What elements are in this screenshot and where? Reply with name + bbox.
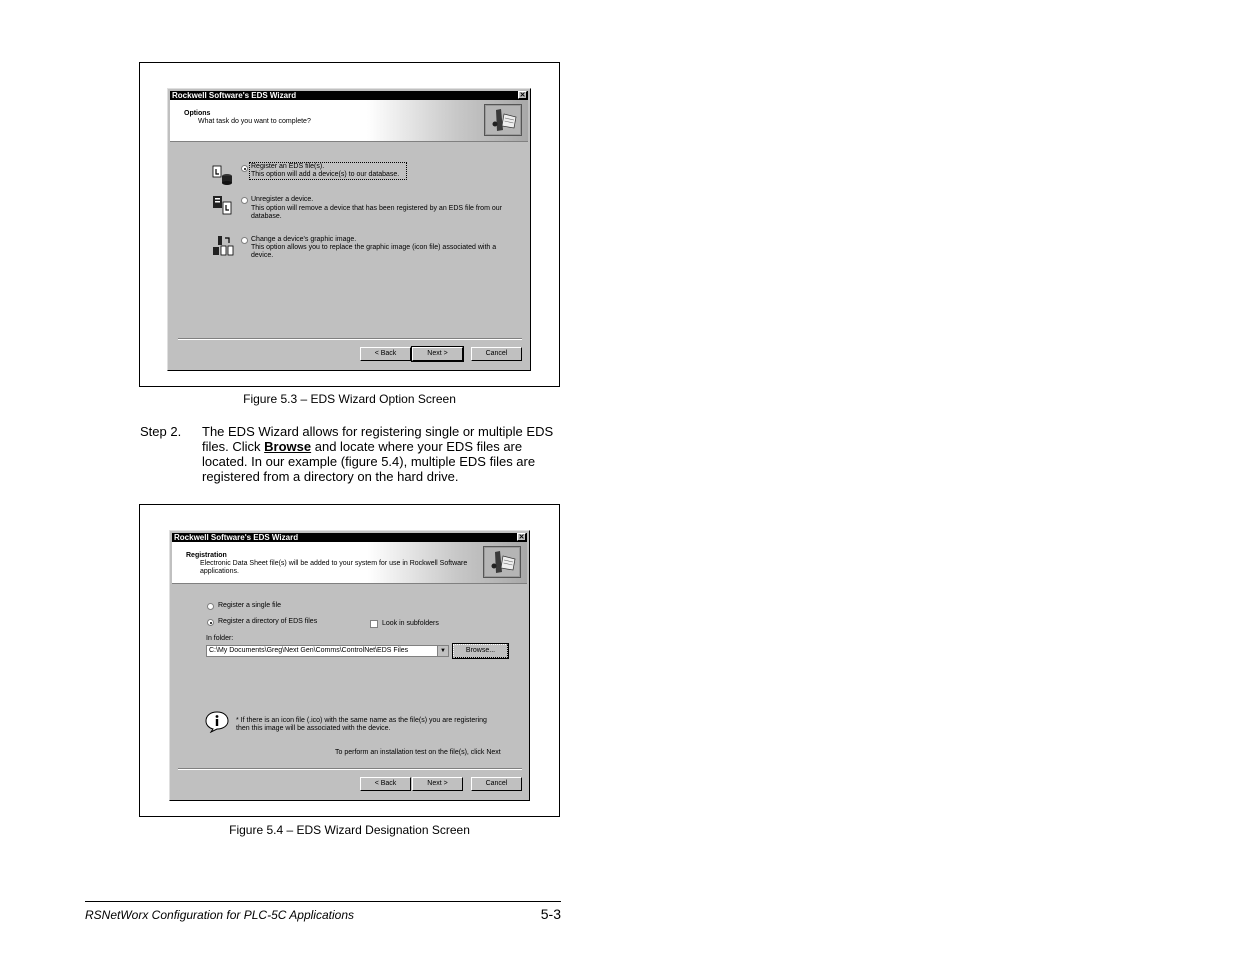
change-graphic-label[interactable]: Change a device's graphic image. [251, 236, 357, 243]
unregister-device-desc: This option will remove a device that has been registered by an EDS file from our database. [251, 205, 502, 220]
cancel-button[interactable]: Cancel [471, 347, 522, 361]
subfolders-label[interactable]: Look in subfolders [382, 620, 439, 627]
header-title: Registration [186, 552, 227, 559]
footer-title: RSNetWorx Configuration for PLC-5C Applications [85, 908, 354, 922]
subfolders-checkbox[interactable] [370, 620, 378, 628]
figure-5-3-caption: Figure 5.3 – EDS Wizard Option Screen [243, 392, 456, 406]
eds-wizard-options-dialog [167, 88, 531, 371]
unregister-device-icon [212, 195, 234, 217]
folder-combobox[interactable] [206, 645, 449, 657]
header-subtitle: Electronic Data Sheet file(s) will be added to your system for use in Rockwell Software applications. [200, 560, 468, 575]
single-file-label[interactable]: Register a single file [218, 602, 282, 609]
close-icon[interactable]: ✕ [518, 534, 525, 541]
browse-button[interactable]: Browse... [453, 644, 508, 658]
change-graphic-desc: This option allows you to replace the graphic image (icon file) associated with a device. [251, 244, 497, 259]
next-button[interactable]: Next > [412, 777, 463, 791]
folder-label: In folder: [206, 635, 234, 642]
figure-5-3-frame [139, 62, 560, 387]
page-number: 5-3 [540, 906, 561, 922]
button-separator [178, 768, 522, 770]
register-eds-desc: This option will add a device(s) to our database. [251, 171, 400, 178]
footer-rule [85, 901, 561, 902]
cancel-button[interactable]: Cancel [471, 777, 522, 791]
close-icon[interactable]: ✕ [519, 92, 526, 99]
step-text-after: and locate where your EDS files are located. In our example (figure 5.4), multiple EDS files are registered from a directory on the hard drive. [202, 439, 536, 484]
change-graphic-radio[interactable] [241, 237, 248, 244]
folder-value: C:\My Documents\Greg\Next Gen\Comms\ControlNet\EDS Files [209, 647, 409, 654]
dialog-titlebar [170, 91, 528, 100]
wizard-device-icon [483, 546, 521, 578]
figure-5-4-caption: Figure 5.4 – EDS Wizard Designation Screen [229, 823, 470, 837]
register-eds-icon [212, 165, 234, 185]
register-eds-radio[interactable] [241, 165, 248, 172]
wizard-device-icon [484, 104, 522, 136]
dialog-title: Rockwell Software's EDS Wizard [174, 533, 299, 542]
register-eds-label[interactable]: Register an EDS file(s). [251, 163, 325, 170]
next-button[interactable]: Next > [412, 347, 463, 361]
header-subtitle: What task do you want to complete? [198, 118, 311, 125]
step-text-before: The EDS Wizard allows for registering single or multiple EDS files. Click [202, 424, 554, 454]
directory-radio[interactable] [207, 619, 214, 626]
step-text-bold: Browse [264, 439, 312, 454]
install-test-text: To perform an installation test on the file(s), click Next [335, 749, 501, 756]
change-graphic-icon [212, 235, 236, 257]
back-button[interactable]: < Back [360, 347, 411, 361]
step-number: Step 2. [140, 424, 182, 439]
single-file-radio[interactable] [207, 603, 214, 610]
eds-wizard-registration-dialog [169, 530, 530, 801]
chevron-down-icon[interactable]: ▼ [437, 646, 448, 656]
info-icon [205, 711, 229, 733]
unregister-device-radio[interactable] [241, 197, 248, 204]
dialog-header [172, 542, 527, 584]
step-text [202, 424, 562, 484]
button-separator [178, 338, 522, 340]
header-title: Options [184, 110, 211, 117]
unregister-device-label[interactable]: Unregister a device. [251, 196, 314, 203]
dialog-header [170, 100, 528, 142]
figure-5-4-frame [139, 504, 560, 817]
info-text-line2: then this image will be associated with the device. [236, 725, 391, 732]
dialog-titlebar [172, 533, 527, 542]
dialog-title: Rockwell Software's EDS Wizard [172, 91, 297, 100]
info-text-line1: * If there is an icon file (.ico) with the same name as the file(s) you are registering [236, 717, 487, 724]
directory-label[interactable]: Register a directory of EDS files [218, 618, 318, 625]
back-button[interactable]: < Back [360, 777, 411, 791]
